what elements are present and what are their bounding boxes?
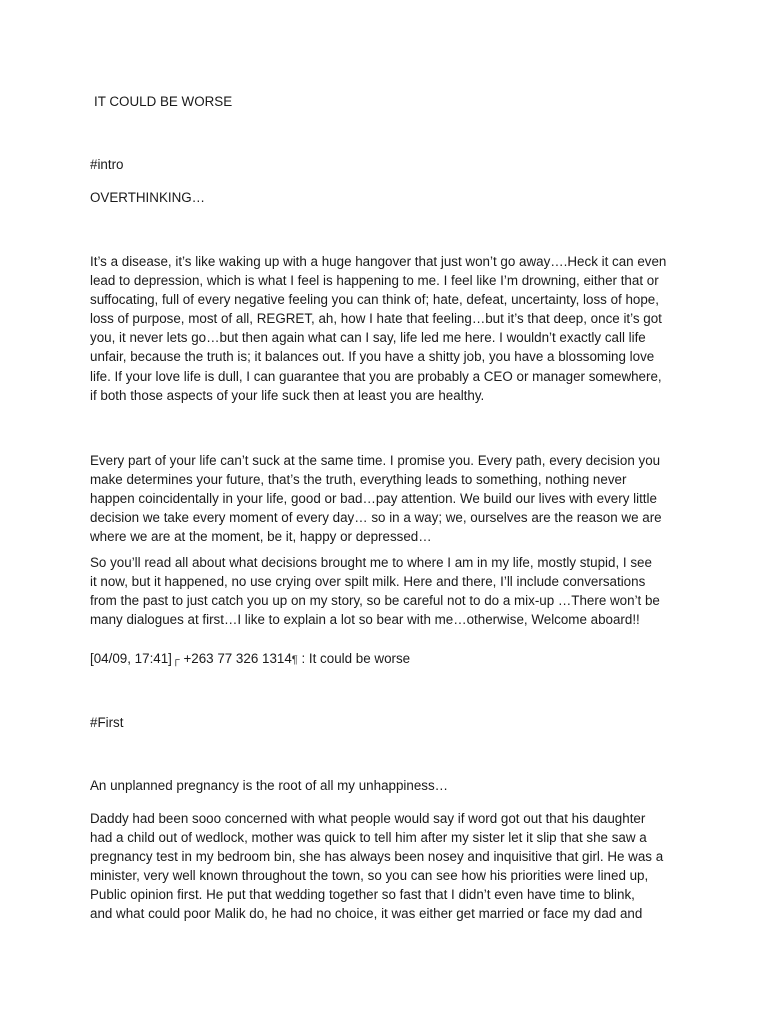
document-title: IT COULD BE WORSE [94, 94, 233, 109]
paragraph-line: life. If your love life is dull, I can guarantee that you are probably a CEO or manager somewhere, [90, 368, 662, 384]
paragraph-line: from the past to just catch you up on my story, so be careful not to do a mix-up …There won’t be [90, 593, 660, 609]
pilcrow-icon: ¶ [291, 654, 298, 666]
paragraph-line: it now, but it happened, no use crying over spilt milk. Here and there, I’ll include conversations [90, 574, 646, 590]
message-phone: +263 77 326 1314 [183, 651, 292, 666]
paragraph-line: minister, very well known throughout the town, so you can see how his priorities were lined up, [90, 868, 649, 884]
message-text: : It could be worse [301, 651, 411, 666]
paragraph-line: decision we take every moment of every day… so in a way; we, ourselves are the reason we are [90, 510, 662, 526]
paragraph-3 [90, 553, 690, 629]
paragraph-4 [90, 776, 690, 795]
paragraph-line: where we are at the moment, be it, happy or depressed… [90, 529, 432, 545]
paragraph-line: you, it never lets go…but then again what can I say, life led me here. I wouldn’t exactly call life [90, 330, 646, 346]
paragraph-line: loss of purpose, most of all, REGRET, ah, how I hate that feeling…but it’s that deep, once it’s got [90, 311, 662, 327]
left-bracket-icon: ┌ [171, 654, 180, 666]
paragraph-line: if both those aspects of your life suck then at least you are healthy. [90, 387, 485, 403]
intro-tag: #intro [90, 157, 124, 172]
paragraph-line: pregnancy test in my bedroom bin, she has always been nosey and inquisitive that girl. He was a [90, 849, 664, 865]
paragraph-line: An unplanned pregnancy is the root of all my unhappiness… [90, 778, 449, 793]
paragraph-line: lead to depression, which is what I feel is happening to me. I feel like I’m drowning, either that or [90, 273, 659, 289]
paragraph-line: So you’ll read all about what decisions brought me to where I am in my life, mostly stupid, I see [90, 555, 652, 570]
message-line [90, 649, 410, 670]
paragraph-line: had a child out of wedlock, mother was quick to tell him after my sister let it slip that she saw a [90, 830, 647, 846]
paragraph-line: Daddy had been sooo concerned with what people would say if word got out that his daughter [90, 811, 646, 826]
paragraph-line: Every part of your life can’t suck at the same time. I promise you. Every path, every decision you [90, 453, 661, 468]
paragraph-line: Public opinion first. He put that wedding together so fast that I didn’t even have time to blink, [90, 887, 635, 903]
paragraph-line: many dialogues at first…I like to explain a lot so bear with me…otherwise, Welcome aboard!! [90, 612, 640, 628]
message-timestamp: [04/09, 17:41] [90, 651, 172, 666]
paragraph-2 [90, 451, 690, 546]
paragraph-line: suffocating, full of every negative feeling you can think of; hate, defeat, uncertainty, loss of hope, [90, 292, 659, 308]
paragraph-line: unfair, because the truth is; it balances out. If you have a shitty job, you have a blossoming love [90, 349, 655, 365]
intro-heading: OVERTHINKING… [90, 190, 206, 205]
paragraph-1 [90, 252, 690, 405]
first-tag: #First [90, 715, 124, 730]
paragraph-line: happen coincidentally in your life, good or bad…pay attention. We build our lives with every little [90, 491, 657, 507]
paragraph-line: and what could poor Malik do, he had no choice, it was either get married or face my dad and [90, 906, 643, 922]
paragraph-line: It’s a disease, it’s like waking up with a huge hangover that just won’t go away….Heck it can even [90, 254, 667, 269]
paragraph-line: make determines your future, that’s the truth, everything leads to something, nothing never [90, 472, 627, 488]
paragraph-5 [90, 809, 690, 924]
